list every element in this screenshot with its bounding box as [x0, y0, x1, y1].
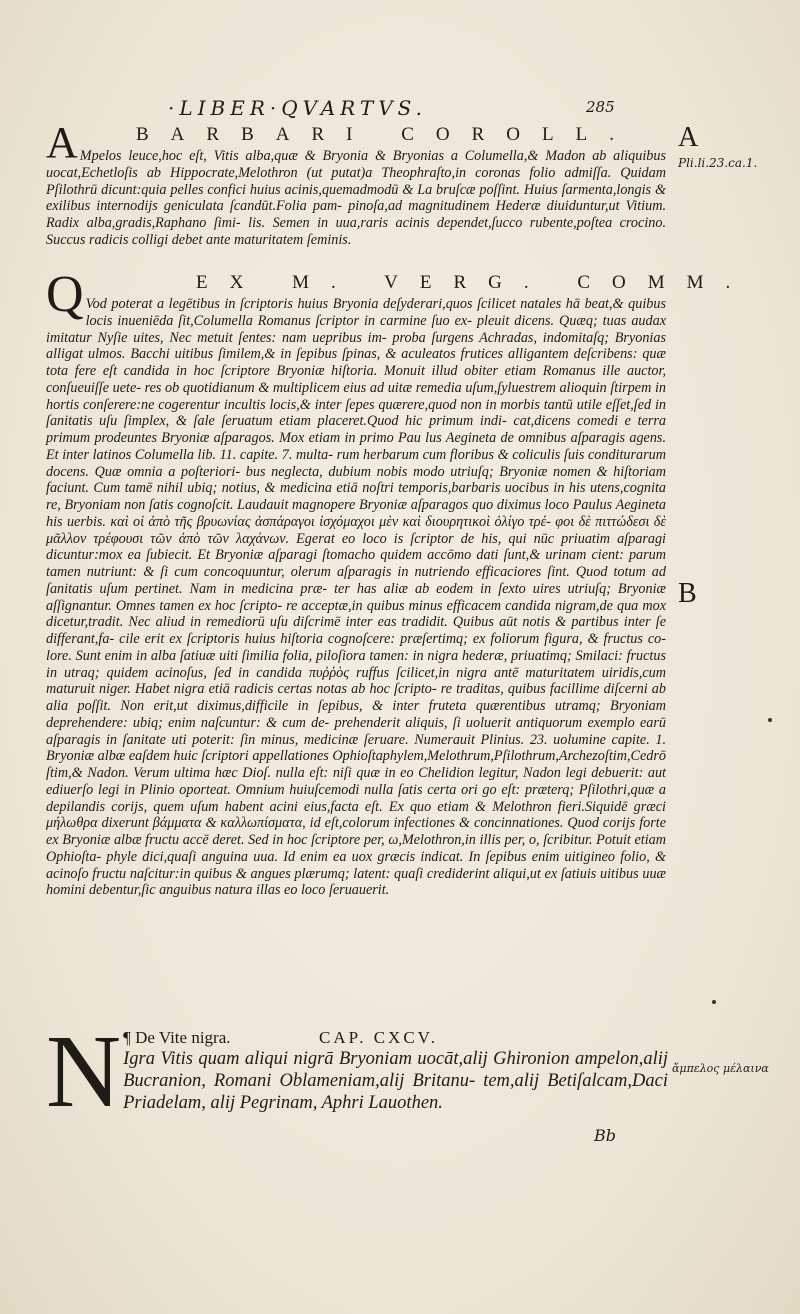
drop-cap-initial: A: [46, 118, 78, 167]
section-body: Vod poterat a legētibus in ſcriptoris huius Bryonia deſyderari,quos ſcilicet natales hā beat,& quibus locis inueniēda ſit,Columella Romanus ſcriptor in carmine ſuo ex- pleuit dicens. Quæq; tuas audax imitatur Nyſie uites, Nec metuit ſentes: nam uepribus im- proba ſurgens Achradas, indomitaſq; Bryonias alligat ulmos. Bacchi uitibus ſimilem,& in ſepibus ſpinas, & aculeatos frutices alligantem deſcribens: quæ tota fere eſt candida in hoc ſcriptore Bryoniæ hiſtoria. Monuit illud obiter etiam Romanus ille auctor, conſueuiſſe uete- res ob quotidianum & multiplicem eius ad uitæ remedia uſum,ſyluestrem alioquin ſtirpem in hortis conſerere:ne cogerentur incultis locis,& inter ſepes quærere,quod non in morbis tantū utile eſſet,ſed in ſanitatis uſu ſimplex, & ſale ſeruatum etiam placeret.Quod hic primum indi- cat,dicens comedi e terra primum prodeuntes Bryoniæ aſparagos. Mox etiam in primo Pau lus Aegineta de omnibus aſparagis agens. Et inter latinos Columella lib. 11. capite. 7. multa- rum herbarum cum floribus & coliculis ſuis conditurarum docens. Quæ omnia a poſteriori- bus neglecta, dubium nobis modo utriuſq; Bryoniæ nomen & hiſtoriam faciunt. Cum tamē nihil ubiq; notius, & medicina etiā noſtri temporis,barbaris uocibus in his utens,cognita re, Bryoniam non ſatis cognoſcit. Laudauit magnopere Bryoniæ aſparagos quo diximus loco Paulus Aegineta his uerbis. καὶ οἱ ἀπὸ τῆς βρυωνίας ἀσπάραγοι ἰσχόμαχοι μὲν καὶ διουρητικοὶ ὀλίγο τρέ- φοι δὲ πιττώδεσι δὲ μᾶλλον τρέφουσι τῶν ἀπὸ τῶν λαχάνων. Egerat eo loco is ſcriptor de his, qui nūc priuatim aſparagi dicuntur:mox ea ſubiecit. Et Bryoniæ aſparagi ſtomacho quidem accōmo dati ſunt,& urinam cient: parum tamen nutriunt: & ſi cum concoquuntur, olerum aſparagis in nutriendo efficaciores ſint. Quod totum ad ſanitatis uſum pertinet. Nam in medicina præ- ter has aliæ ab eodem in ſexto uires utriuſq; Bryoniæ aſſignantur. Omnes tamen ex hoc ſcripto- re acceptæ,in quibus minus efficacem candida nigram,de qua mox dicetur,tradit. Nec aliud in remediorū uſu diſcrimē inter eas tradidit. Quibus aūt notis & partibus inter ſe differant,fa- cile erit ex ſcriptoris huius hiſtoria cognoſcere: præſertimq; ex foliorum figura, & fructus co- lore. Sunt enim in alba ſatiuæ uiti ſimilia folia, piloſiora tamen: in nigra hederæ, priuatimq; Smilaci: fructus in utraq; quidem acinoſus, ſed in candida πυῤῥὸς ruffus ſcilicet,in nigra antē maturitatem uiridis,cum maturuit niger. Habet nigra etiā radicis certas notas ab hoc ſcripto- re traditas, quibus facillime diſcerni ab alia poſſit. Non erit,ut diximus,difficile in ſepibus, & inter fruteta quærentibus utramq; Bryoniam deprehendere: ubiq; enim naſcuntur: & cum de- prehenderit aliquis, ſi uoluerit antiquorum exemplo earū aſparagis in ſanitate uti poterit: ſin minus, medicinæ ſeruare. Numerauit Plinius. 23. uolumine capite. 1. Bryoniæ albæ eaſdem huic ſcriptori appellationes Ophioſtaphylem,Melothrum,Pſilothrum,Archezoſtim,Cedrō ſtim,& Nadon. Verum ultima hæc Dioſ. nulla eſt: niſi quæ in eo Chelidion legitur, Nadon legi debuerit: aut ediuerſo legi in Plinio oporteat. Omnium huiuſcemodi nulla ſatis certa ori go eſt: præterq; Pſilothri,quæ a depilandis corijs, quem uſum habent acini eius,facta eſt. Ex quo etiam & Melothron fieri.Siquidē græci μήλωθρα dixerunt βάμματα & καλλωπίσματα, id eſt,colorum infectiones & concinnationes. Quod corijs forte ex Bryoniæ albæ fructu accē deret. Sed in hoc ſcriptore per, ω,Melothron,in illis per, ο, ſcribitur. Potuit etiam Ophioſta- phyle dici,quaſi anguina uua. Id enim ea uox græcis indicat. In ſepibus enim uitigineo folio, & acinoſo fructu naſcitur:in quibus & angues plærumq; latent: quaſi crediderint aliqui,ut ex ſatiuis uitibus uuæ homini debentur,ſic anguibus natura illas eo loco ſeruauerit.: [46, 296, 666, 899]
margin-note-greek: ἄμπελος μέλαινα: [672, 1062, 769, 1075]
chapter-body: Igra Vitis quam aliqui nigrā Bryoniam uocāt,alij Ghironion ampelon,alij Bucranion, Romani Oblameniam,alij Britanu- tem,alij Betiſalcam,Daci Priadelam, alij Pegrinam, Aphri Lauothen.: [123, 1049, 668, 1113]
margin-dot: [768, 718, 772, 722]
margin-letter-b: B: [678, 578, 697, 609]
signature-mark: Bb: [594, 1126, 616, 1145]
section-commentary: [46, 266, 753, 899]
drop-cap-initial: N: [46, 1014, 122, 1129]
running-head: ·LIBER·QVARTVS.: [168, 96, 428, 120]
chapter-title: ¶ De Vite nigra.: [123, 1028, 231, 1047]
section-body: Mpelos leuce,hoc eſt, Vitis alba,quæ & Bryonia & Bryonias a Columella,& Madon ab aliquibus uocat,Echetloſis ab Hippocrate,Melothron (ut putat)a Theophraſto,in coronas folio admiſſa. Quidam Pſilothrū dicunt:quia pelles confici huius acinis,quemadmodū & La bruſcæ poſſint. Huius ſarmenta,longis & exilibus internodijs geniculata ſcandūt.Folia pam- pinoſa,ad magnitudinem Hederæ diuiduntur,ut Vitium. Radix alba,gradis,Raphano ſimi- lis. Semen in uua,raris acinis dependet,ſucco rubente,poſtea crocino. Succus radicis colligi debet ante maturitatem ſeminis.: [46, 148, 666, 248]
chapter-heading: [46, 1028, 668, 1048]
margin-letter-a: A: [678, 122, 699, 153]
chapter-vite-nigra: [46, 1014, 668, 1129]
margin-note-plinius: Pli.li.23.ca.1.: [678, 156, 758, 170]
section-heading: BARBARI COROLL.: [136, 124, 636, 145]
page-number: 285: [586, 98, 615, 116]
margin-dot: [712, 1000, 716, 1004]
chapter-number: CAP. CXCV.: [319, 1028, 438, 1047]
drop-cap-initial: Q: [46, 266, 84, 323]
section-heading: EX M. VERG. COMM.: [196, 272, 753, 293]
section-barbari: [46, 118, 666, 249]
